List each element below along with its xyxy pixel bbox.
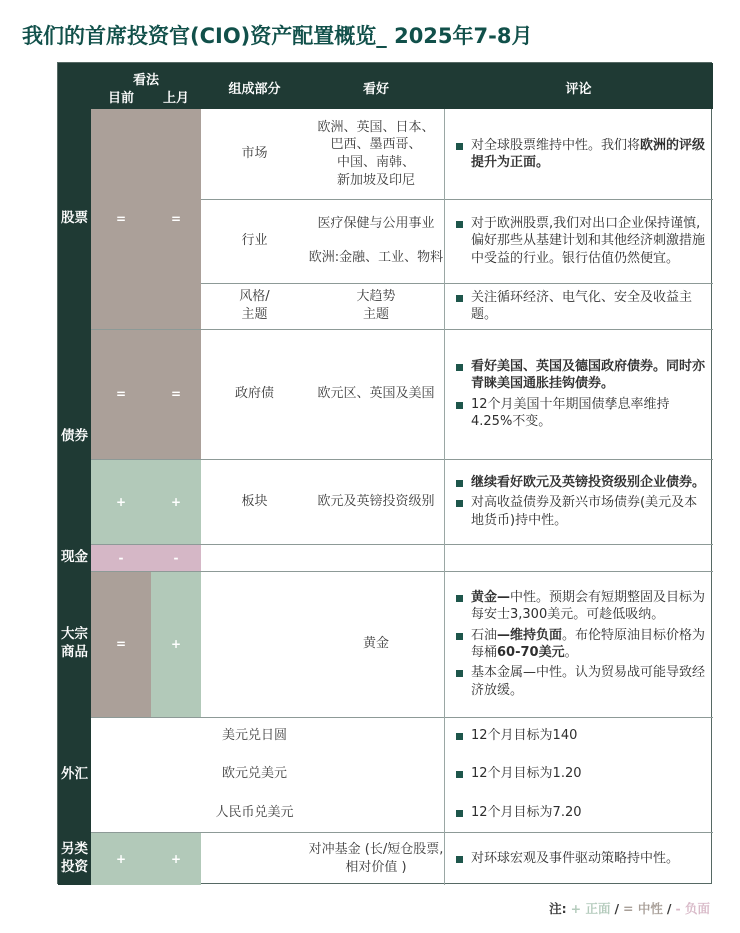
bullet-icon (456, 733, 463, 740)
section-label-equities: 股票 (58, 109, 91, 329)
comment-usdjpy: 12个月目标为140 (444, 717, 713, 755)
preference-gov-bonds: 欧元区、英国及美国 (317, 386, 435, 402)
section-label-alternatives: 另类 投资 (58, 832, 91, 885)
section-divider (91, 832, 713, 833)
component-usdjpy: 美元兑日圆 (221, 728, 287, 744)
bullet-icon (456, 364, 463, 371)
bullet-icon (456, 810, 463, 817)
component-eurusd: 欧元兑美元 (221, 766, 287, 782)
bullet-icon (456, 670, 463, 677)
header-view: 看法 (132, 73, 159, 88)
section-divider (91, 571, 713, 572)
legend-neutral: = 中性 (623, 901, 663, 916)
view-current-alternatives: + (91, 832, 151, 885)
view-last-commodities: + (151, 571, 201, 717)
comment-credit: 继续看好欧元及英镑投资级别企业债券。 对高收益债券及新兴市场债券(美元及本地货币)持中性。 (444, 459, 713, 544)
legend-separator: / (614, 901, 620, 916)
section-label-cash: 现金 (58, 544, 91, 571)
view-last-gov-bonds: = (151, 329, 201, 459)
comment-style: 关注循环经济、电气化、安全及收益主题。 (444, 283, 713, 329)
header-comments: 评论 (565, 82, 592, 97)
row-divider (91, 459, 713, 460)
view-current-cash: - (91, 544, 151, 571)
section-label-commodities: 大宗 商品 (58, 571, 91, 717)
allocation-table (57, 62, 712, 884)
comment-commodities: 黄金—中性。预期会有短期整固及目标为每安士3,300美元。可趁低吸纳。 石油—维持负面。布伦特原油目标价格为每桶60-70美元。 基本金属—中性。认为贸易战可能导致经济放缓。 (444, 571, 713, 717)
comment-sector: 对于欧洲股票,我们对出口企业保持谨慎,偏好那些从基建计划和其他经济刺激措施中受益的行业。银行估值仍然便宜。 (444, 199, 713, 283)
legend-separator: / (666, 901, 672, 916)
preference-sector: 医疗保健与公用事业 欧洲:金融、工业、物料 (308, 216, 444, 265)
section-divider (91, 544, 713, 545)
view-current-gov-bonds: = (91, 329, 151, 459)
view-current-credit: + (91, 459, 151, 544)
component-cnyusd: 人民币兑美元 (215, 804, 294, 820)
header-preference: 看好 (362, 82, 389, 97)
comment-market: 对全球股票维持中性。我们将欧洲的评级提升为正面。 (444, 109, 713, 199)
component-market: 市场 (241, 146, 268, 162)
preference-alternatives: 对冲基金 (长/短仓股票, 相对价值 ) (308, 841, 444, 875)
view-current-commodities: = (91, 571, 151, 717)
preference-commodities: 黄金 (362, 636, 389, 652)
row-divider (201, 283, 713, 284)
component-gov-bonds: 政府债 (234, 386, 274, 402)
header-last-month: 上月 (162, 91, 189, 106)
component-credit: 板块 (241, 493, 268, 509)
component-style-theme: 风格/ 主题 (239, 289, 270, 322)
legend-prefix: 注: (549, 901, 567, 916)
comment-eurusd: 12个月目标为1.20 (444, 755, 713, 793)
bullet-icon (456, 595, 463, 602)
bullet-icon (456, 143, 463, 150)
bullet-icon (456, 480, 463, 487)
section-label-fx: 外汇 (58, 717, 91, 832)
section-divider (91, 717, 713, 718)
preference-credit: 欧元及英镑投资级别 (317, 493, 435, 509)
comment-alternatives: 对环球宏观及事件驱动策略持中性。 (444, 832, 713, 885)
bullet-icon (456, 500, 463, 507)
bullet-icon (456, 856, 463, 863)
preference-market: 欧洲、英国、日本、 巴西、墨西哥、 中国、南韩、 新加坡及印尼 (317, 119, 435, 188)
bullet-icon (456, 633, 463, 640)
view-last-credit: + (151, 459, 201, 544)
bullet-icon (456, 221, 463, 228)
page-title: 我们的首席投资官(CIO)资产配置概览_ 2025年7-8月 (22, 24, 533, 48)
column-divider (444, 109, 445, 885)
row-divider (201, 199, 713, 200)
section-divider (91, 329, 713, 330)
preference-style: 大趋势 主题 (356, 289, 396, 322)
legend-negative: - 负面 (675, 901, 710, 916)
legend (547, 899, 712, 917)
header-current: 目前 (107, 91, 134, 106)
view-last-cash: - (151, 544, 201, 571)
view-last-alternatives: + (151, 832, 201, 885)
bullet-icon (456, 771, 463, 778)
legend-positive: + 正面 (570, 901, 611, 916)
component-sector: 行业 (241, 233, 268, 249)
comment-gov-bonds: 看好美国、英国及德国政府债券。同时亦青睐美国通胀挂钩债券。 12个月美国十年期国债孳息率维持4.25%不变。 (444, 329, 713, 459)
view-current-equities: = (91, 109, 151, 329)
bullet-icon (456, 295, 463, 302)
section-label-bonds: 债券 (58, 329, 91, 544)
view-last-equities: = (151, 109, 201, 329)
header-component: 组成部分 (228, 82, 281, 97)
comment-cnyusd: 12个月目标为7.20 (444, 793, 713, 832)
table-header (58, 63, 713, 109)
bullet-icon (456, 402, 463, 409)
